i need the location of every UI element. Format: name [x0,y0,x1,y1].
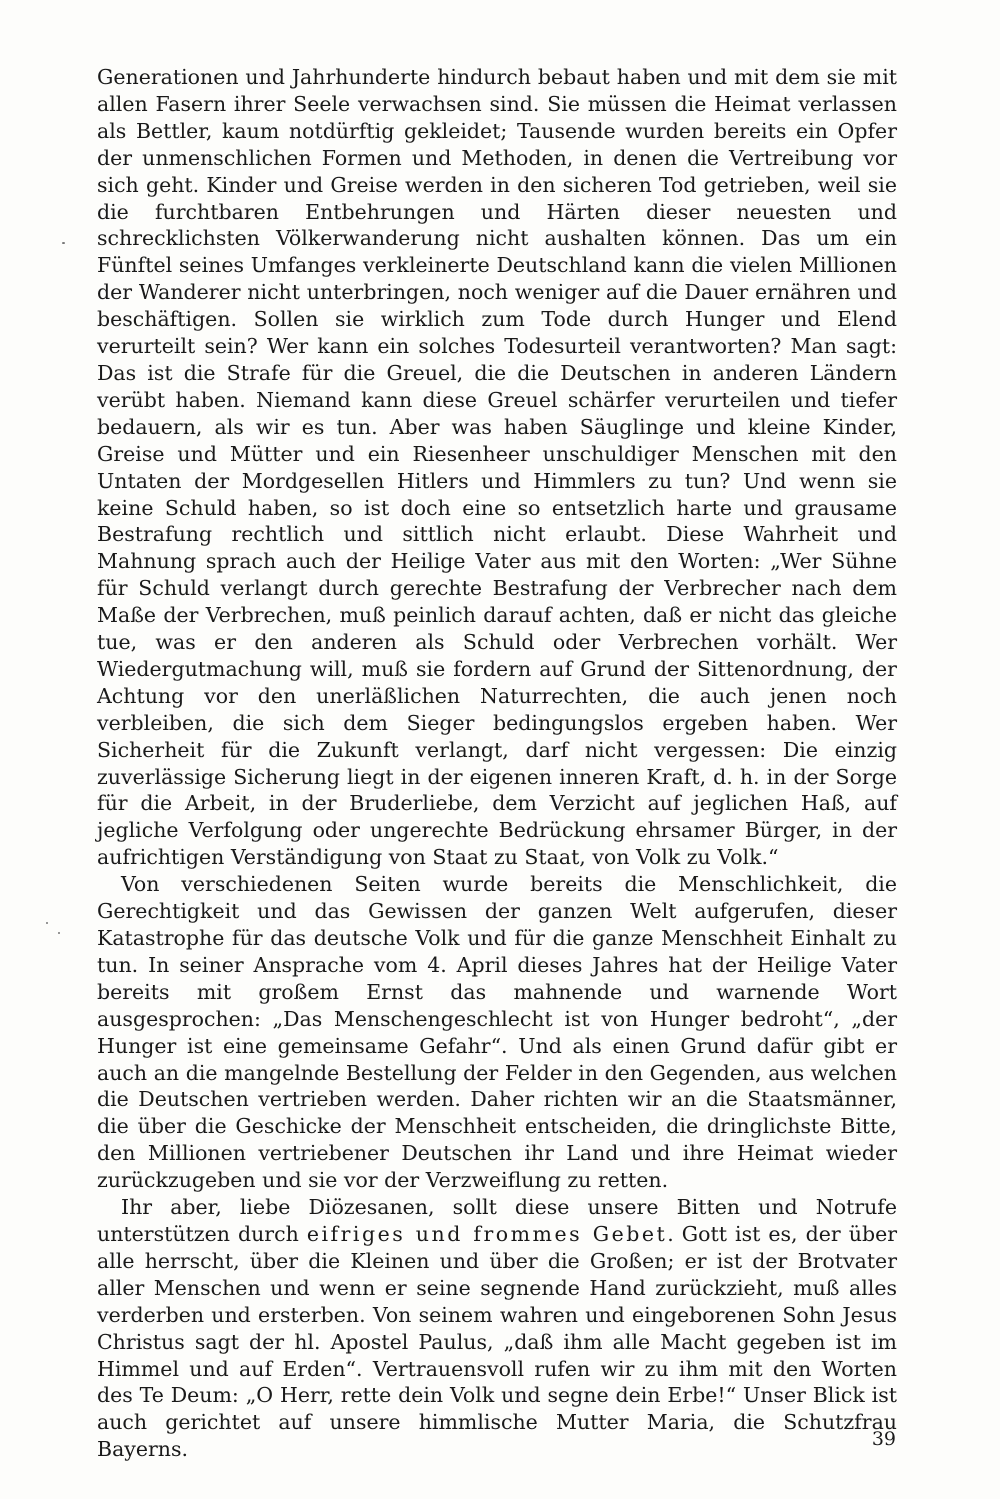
paragraph [97,1194,897,1463]
paragraph-text: Generationen und Jahrhunderte hindurch bebaut haben und mit dem sie mit allen Fasern ihrer Seele verwachsen sind. Sie müssen die Heimat verlassen als Bettler, kaum notdürftig gekleidet; Tausende wurden bereits ein Opfer der unmenschlichen Formen und Methoden, in denen die Vertreibung vor sich geht. Kinder und Greise werden in den sicheren Tod getrieben, weil sie die furchtbaren Entbehrungen und Härten dieser neuesten und schrecklichsten Völkerwanderung nicht aushalten können. Das um ein Fünftel seines Umfanges verkleinerte Deutschland kann die vielen Millionen der Wanderer nicht unterbringen, noch weniger auf die Dauer ernähren und beschäftigen. Sollen sie wirklich zum Tode durch Hunger und Elend verurteilt sein? Wer kann ein solches Todesurteil verantworten? Man sagt: Das ist die Strafe für die Greuel, die die Deutschen in anderen Ländern verübt haben. Niemand kann diese Greuel schärfer verurteilen und tiefer bedauern, als wir es tun. Aber was haben Säuglinge und kleine Kinder, Greise und Mütter und ein Riesenheer unschuldiger Menschen mit den Untaten der Mordgesellen Hitlers und Himmlers zu tun? Und wenn sie keine Schuld haben, so ist doch eine so entsetzlich harte und grausame Bestrafung rechtlich und sittlich nicht erlaubt. Diese Wahrheit und Mahnung sprach auch der Heilige Vater aus mit den Worten: „Wer Sühne für Schuld verlangt durch gerechte Bestrafung der Verbrecher nach dem Maße der Verbrechen, muß peinlich darauf achten, daß er nicht das gleiche tue, was er den anderen als Schuld oder Verbrechen vorhält. Wer Wiedergutmachung will, muß sie fordern auf Grund der Sittenordnung, der Achtung vor den unerläßlichen Naturrechten, die auch jenen noch verbleiben, die sich dem Sieger bedingungslos ergeben haben. Wer Sicherheit für die Zukunft verlangt, darf nicht vergessen: Die einzig zuverlässige Sicherung liegt in der eigenen inneren Kraft, d. h. in der Sorge für die Arbeit, in der Bruderliebe, dem Verzicht auf jeglichen Haß, auf jegliche Verfolgung oder ungerechte Bedrückung ehrsamer Bürger, in der aufrichtigen Verständigung von Staat zu Staat, von Volk zu Volk.“ [97,65,897,870]
scan-speck [58,932,60,934]
scan-speck [62,242,65,244]
page-number: 39 [871,1428,896,1450]
paragraph [97,871,897,1194]
paragraph-text: Von verschiedenen Seiten wurde bereits die Menschlichkeit, die Gerechtigkeit und das Gewissen der ganzen Welt aufgerufen, dieser Katastrophe für das deutsche Volk und für die ganze Menschheit Einhalt zu tun. In seiner Ansprache vom 4. April dieses Jahres hat der Heilige Vater bereits mit großem Ernst das mahnende und warnende Wort ausgesprochen: „Das Menschengeschlecht ist von Hunger bedroht“, „der Hunger ist eine gemeinsame Gefahr“. Und als einen Grund dafür gibt er auch an die mangelnde Bestellung der Felder in den Gegenden, aus welchen die Deutschen vertrieben werden. Daher richten wir an die Staatsmänner, die über die Geschicke der Menschheit entscheiden, die dringlichste Bitte, den Millionen vertriebener Deutschen ihr Land und ihre Heimat wieder zurückzugeben und sie vor der Verzweiflung zu retten. [97,872,897,1193]
body-text [97,64,897,1463]
scan-speck [46,922,48,924]
paragraph-text: . Gott ist es, der über alle herrscht, über die Kleinen und über die Großen; er ist der Brotvater aller Menschen und wenn er seine segnende Hand zurückzieht, muß alles verderben und ersterben. Von seinem wahren und eingeborenen Sohn Jesus Christus sagt der hl. Apostel Paulus, „daß ihm alle Macht gegeben ist im Himmel und auf Erden“. Vertrauensvoll rufen wir zu ihm mit den Worten des Te Deum: „O Herr, rette dein Volk und segne dein Erbe!“ Unser Blick ist auch gerichtet auf unsere himmlische Mutter Maria, die Schutzfrau Bayerns. [97,1221,898,1462]
paragraph [97,64,897,871]
paragraph-text: Ihr aber, liebe Diözesanen, sollt diese unsere Bitten und Notrufe unterstützen durch [97,1195,897,1246]
emphasized-text: eifriges und frommes Gebet [306,1221,668,1246]
